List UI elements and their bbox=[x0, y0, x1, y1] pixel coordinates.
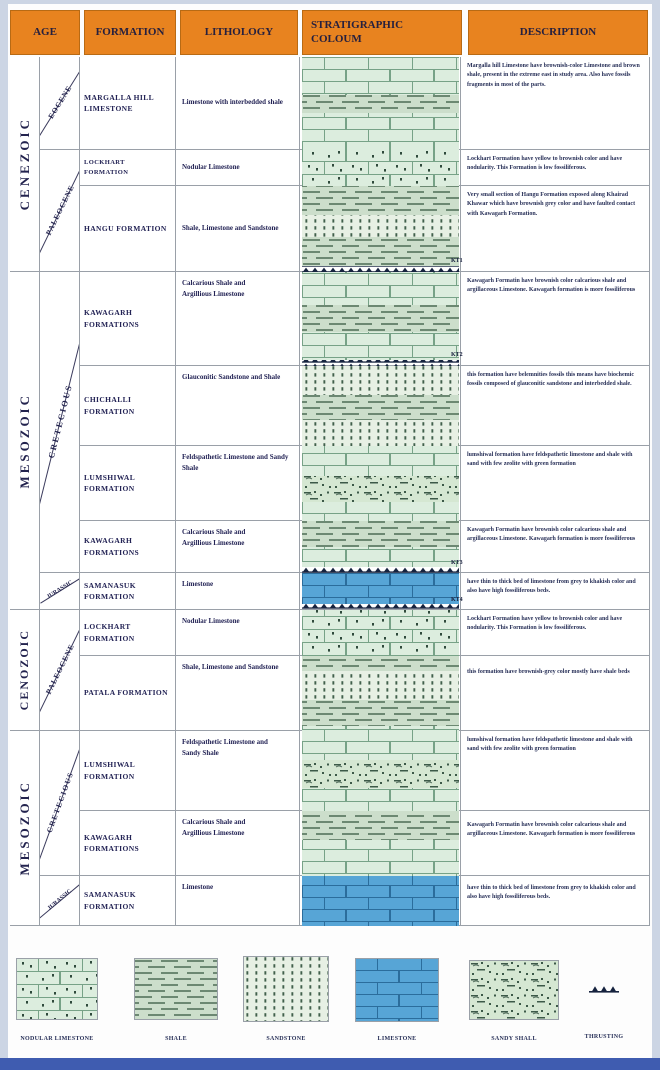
formation-cell bbox=[80, 521, 176, 573]
limestone-pattern bbox=[302, 788, 459, 811]
description-text: have thin to thick bed of limestone from grey to khakish color and also have high fossiliferous beds. bbox=[467, 885, 636, 901]
shale-pattern bbox=[302, 700, 459, 726]
sandy-shale-pattern bbox=[302, 476, 459, 502]
era-mesozoic-2 bbox=[10, 731, 40, 926]
description-text: this formation have brownish-grey color mostly have shale beds bbox=[467, 669, 630, 675]
epoch-label: PALEOCENE bbox=[43, 642, 76, 696]
description-cell bbox=[461, 610, 650, 656]
legend-swatch-sandstone bbox=[243, 956, 329, 1022]
thrust-kt1: KT1 bbox=[451, 258, 463, 264]
lithology-text: Glauconitic Sandstone and Shale bbox=[182, 373, 281, 381]
formation-cell bbox=[80, 446, 176, 521]
formation-name: MARGALLA HILL LIMESTONE bbox=[84, 92, 154, 113]
legend-swatch-shale bbox=[134, 958, 218, 1020]
sandstone-pattern bbox=[302, 366, 459, 395]
formation-cell bbox=[80, 876, 176, 926]
formation-cell bbox=[80, 656, 176, 731]
epoch-paleocene-1 bbox=[40, 150, 80, 272]
era-mesozoic-1 bbox=[10, 272, 40, 610]
lithology-cell bbox=[176, 446, 300, 521]
lithology-cell bbox=[176, 57, 300, 150]
limestone-pattern bbox=[302, 547, 459, 567]
legend-swatch-nodular-limestone bbox=[16, 958, 98, 1020]
lithology-cell bbox=[176, 731, 300, 811]
description-cell bbox=[461, 366, 650, 446]
header-formation-label: FORMATION bbox=[95, 25, 165, 38]
formation-name: KAWAGARH FORMATIONS bbox=[84, 308, 140, 329]
formation-cell bbox=[80, 366, 176, 446]
blue-limestone-pattern bbox=[302, 876, 459, 926]
formation-name: LUMSHIWAL FORMATION bbox=[84, 760, 135, 781]
description-text: have thin to thick bed of limestone from grey to khakish color and also have high fossiliferous beds. bbox=[467, 579, 636, 595]
description-cell bbox=[461, 656, 650, 731]
chart-canvas bbox=[8, 4, 652, 1058]
legend-label bbox=[347, 1036, 447, 1042]
epoch-label: CRETECIOUS bbox=[45, 382, 74, 460]
formation-name: LOCKHART FORMATION bbox=[84, 622, 135, 643]
thrust-kt3: KT3 bbox=[451, 560, 463, 566]
epoch-label: CRETECIOUS bbox=[44, 770, 75, 834]
formation-cell bbox=[80, 272, 176, 366]
formation-name: KAWAGARH FORMATIONS bbox=[84, 832, 140, 853]
thrust-marker-label bbox=[451, 352, 463, 358]
description-cell bbox=[461, 876, 650, 926]
lithology-cell bbox=[176, 366, 300, 446]
header-description bbox=[468, 10, 648, 55]
formation-cell bbox=[80, 150, 176, 186]
description-text: Margalla hill Limestone have brownish-color Limestone and brown shale, present in the extreme east in study area. Also have fossils fragments in most of the parts. bbox=[467, 63, 640, 88]
legend-label-text: NODULAR LIMESTONE bbox=[20, 1036, 94, 1042]
lithology-cell bbox=[176, 150, 300, 186]
limestone-pattern bbox=[302, 726, 459, 760]
lithology-text: Calcarious Shale and Argillious Limestone bbox=[182, 528, 246, 548]
limestone-pattern bbox=[302, 272, 459, 305]
lithology-text: Limestone with interbedded shale bbox=[182, 98, 283, 107]
thrust-kt4: KT4 bbox=[451, 597, 463, 603]
description-cell bbox=[461, 811, 650, 876]
lithology-text: Feldspathetic Limestone and Sandy Shale bbox=[182, 453, 289, 473]
header-age-label: AGE bbox=[33, 25, 57, 38]
formation-cell bbox=[80, 57, 176, 150]
lithology-cell bbox=[176, 811, 300, 876]
epoch-cretecious-2 bbox=[40, 731, 80, 876]
lithology-cell bbox=[176, 272, 300, 366]
era-label: MESOZOIC bbox=[16, 392, 32, 489]
epoch-eocene bbox=[40, 57, 80, 150]
description-cell bbox=[461, 57, 650, 150]
thrust-line bbox=[302, 360, 459, 366]
formation-cell bbox=[80, 811, 176, 876]
legend-label bbox=[236, 1036, 336, 1042]
description-text: Lockhart Formation have yellow to brownish color and have nodularity. This Formation is low fossiliferous. bbox=[467, 156, 623, 172]
formation-cell bbox=[80, 610, 176, 656]
header-strat-column bbox=[302, 10, 462, 55]
description-text: this formation have belemnities fossils this means have biochemic fossils composed of glauconitic sandstone and interbedded shale. bbox=[467, 372, 634, 388]
epoch-jurassic-1 bbox=[40, 573, 80, 610]
legend-label bbox=[4, 1036, 110, 1042]
header-description-label: DESCRIPTION bbox=[519, 25, 597, 38]
lithology-text: Calcarious Shale and Argillious Limestone bbox=[182, 279, 246, 299]
limestone-pattern bbox=[302, 113, 459, 150]
shale-pattern bbox=[302, 521, 459, 547]
description-text: lumshiwal formation have feldspathetic limestone and shale with sand with few zeolite with green formation bbox=[467, 452, 633, 468]
era-label: MESOZOIC bbox=[16, 780, 32, 876]
header-lithology-label: LITHOLOGY bbox=[204, 25, 274, 38]
description-cell bbox=[461, 573, 650, 610]
shale-pattern bbox=[302, 95, 459, 113]
bottom-blue-bar bbox=[0, 1058, 660, 1070]
lithology-text: Nodular Limestone bbox=[182, 617, 240, 625]
description-cell bbox=[461, 150, 650, 186]
lithology-text: Limestone bbox=[182, 580, 214, 588]
formation-name: SAMANASUK FORMATION bbox=[84, 890, 136, 911]
lithology-cell bbox=[176, 186, 300, 272]
lithology-cell bbox=[176, 521, 300, 573]
epoch-label: JURASSIC bbox=[46, 887, 73, 912]
description-cell bbox=[461, 272, 650, 366]
formation-name: LUMSHIWAL FORMATION bbox=[84, 472, 135, 493]
thrust-marker-label bbox=[451, 560, 463, 566]
lithology-cell bbox=[176, 610, 300, 656]
legend-label bbox=[554, 1034, 654, 1040]
formation-name: PATALA FORMATION bbox=[84, 688, 168, 698]
formation-name: SAMANASUK FORMATION bbox=[84, 580, 136, 601]
shale-pattern bbox=[302, 811, 459, 840]
lithology-cell bbox=[176, 656, 300, 731]
header-lithology bbox=[180, 10, 298, 55]
epoch-label: JURASSIC bbox=[45, 579, 74, 601]
formation-cell bbox=[80, 186, 176, 272]
shale-pattern bbox=[302, 656, 459, 671]
description-cell bbox=[461, 446, 650, 521]
stratigraphic-column bbox=[302, 57, 459, 926]
era-label: CENEZOIC bbox=[16, 117, 32, 211]
limestone-pattern bbox=[302, 446, 459, 476]
lithology-text: Feldspathetic Limestone and Sandy Shale bbox=[182, 738, 268, 758]
description-cell bbox=[461, 521, 650, 573]
legend-swatch-sandy-shale bbox=[469, 960, 559, 1020]
description-text: lumshiwal formation have feldspathetic limestone and shale with sand with few zeolite with green formation bbox=[467, 737, 633, 753]
blue-limestone-pattern bbox=[302, 573, 459, 604]
formation-name: HANGU FORMATION bbox=[84, 223, 167, 233]
sandstone-pattern bbox=[302, 671, 459, 700]
description-text: Very small section of Hangu Formation exposed along Khairad Khawar which have brownish grey color and have faulted contact with Kawagarh Formation. bbox=[467, 192, 636, 217]
legend-label bbox=[464, 1036, 564, 1042]
epoch-jurassic-2 bbox=[40, 876, 80, 926]
legend-symbol-thrusting bbox=[588, 984, 620, 994]
limestone-pattern bbox=[302, 332, 459, 360]
header-strat-column-label: STRATIGRAPHIC COLOUM bbox=[311, 18, 404, 45]
description-text: Kawagarh Formatin have brownish color calcarious shale and argillaceous Limestone. Kawagarh formation is more fossiliferous bbox=[467, 527, 636, 543]
description-text: Kawagarh Formatin have brownish color calcarious shale and argillaceous Limestone. Kawagarh formation is more fossiliferous bbox=[467, 822, 636, 838]
formation-name: CHICHALLI FORMATION bbox=[84, 395, 135, 416]
epoch-label: PALEOCENE bbox=[43, 182, 76, 237]
lithology-text: Limestone bbox=[182, 883, 214, 891]
shale-pattern bbox=[302, 237, 459, 266]
limestone-pattern bbox=[302, 502, 459, 521]
formation-cell bbox=[80, 573, 176, 610]
description-text: Kawagarh Formatin have brownish color calcarious shale and argillaceous Limestone. Kawagarh formation is more fossiliferous bbox=[467, 278, 636, 294]
thrust-marker-label bbox=[451, 258, 463, 264]
header-formation bbox=[84, 10, 176, 55]
era-cenozoic-2 bbox=[10, 610, 40, 731]
nodular-limestone-pattern bbox=[302, 150, 459, 186]
era-cenezoic bbox=[10, 57, 40, 272]
era-label: CENOZOIC bbox=[17, 629, 31, 711]
thrust-line bbox=[302, 567, 459, 573]
formation-name: KAWAGARH FORMATIONS bbox=[84, 536, 140, 557]
thrust-kt2: KT2 bbox=[451, 352, 463, 358]
sandstone-pattern bbox=[302, 215, 459, 237]
legend-label-text: SHALE bbox=[165, 1036, 187, 1042]
shale-pattern bbox=[302, 305, 459, 332]
description-text: Lockhart Formation have yellow to brownish color and have nodularity. This Formation is low fossiliferous. bbox=[467, 616, 623, 632]
sandstone-pattern bbox=[302, 420, 459, 446]
limestone-pattern bbox=[302, 840, 459, 876]
epoch-cretecious-1 bbox=[40, 272, 80, 573]
epoch-label: EOCENE bbox=[45, 83, 74, 121]
lithology-text: Nodular Limestone bbox=[182, 162, 240, 171]
lithology-text: Shale, Limestone and Sandstone bbox=[182, 223, 279, 232]
lithology-text: Calcarious Shale and Argillious Limestone bbox=[182, 818, 246, 838]
limestone-pattern bbox=[302, 57, 459, 95]
thrust-line bbox=[302, 266, 459, 272]
nodular-limestone-pattern bbox=[302, 610, 459, 656]
thrust-line bbox=[302, 604, 459, 610]
header-age bbox=[10, 10, 80, 55]
legend-label-text: LIMESTONE bbox=[377, 1036, 417, 1042]
description-cell bbox=[461, 731, 650, 811]
thrust-marker-label bbox=[451, 597, 463, 603]
legend-swatch-limestone bbox=[355, 958, 439, 1022]
legend-label-text: SANDY SHALL bbox=[491, 1036, 537, 1042]
shale-pattern bbox=[302, 186, 459, 215]
legend-label-text: THRUSTING bbox=[584, 1034, 624, 1040]
legend-label-text: SANDSTONE bbox=[266, 1036, 306, 1042]
lithology-text: Shale, Limestone and Sandstone bbox=[182, 663, 279, 671]
formation-cell bbox=[80, 731, 176, 811]
sandy-shale-pattern bbox=[302, 760, 459, 788]
formation-name: LOCKHART FORMATION bbox=[84, 158, 129, 176]
epoch-paleocene-2 bbox=[40, 610, 80, 731]
description-cell bbox=[461, 186, 650, 272]
legend-label bbox=[126, 1036, 226, 1042]
shale-pattern bbox=[302, 395, 459, 420]
lithology-cell bbox=[176, 876, 300, 926]
lithology-cell bbox=[176, 573, 300, 610]
